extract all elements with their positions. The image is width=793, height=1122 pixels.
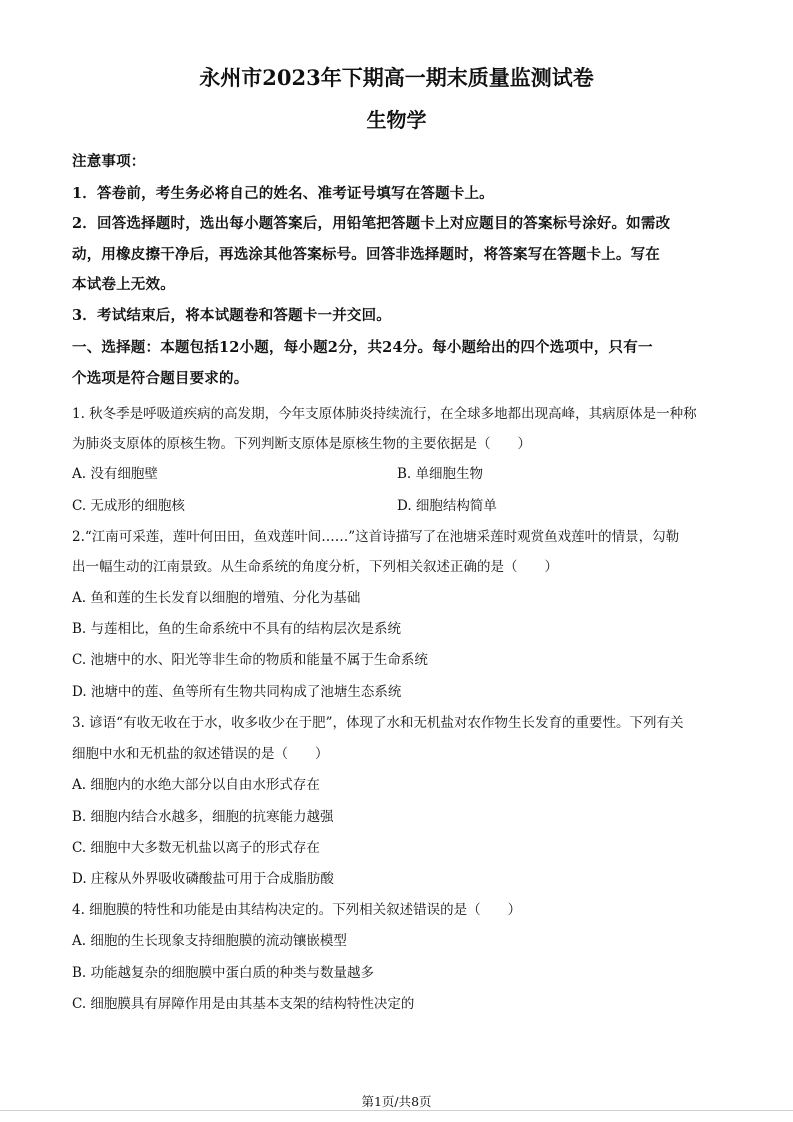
q3-stem: 3. 谚语“有收无收在于水，收多收少在于肥”，体现了水和无机盐对农作物生长发育的重要性。下列有关 <box>72 715 684 731</box>
notice-item-2-cont: 动，用橡皮擦干净后，再选涂其他答案标号。回答非选择题时，将答案写在答题卡上。写在 <box>72 246 660 263</box>
section-heading: 一、选择题：本题包括12小题，每小题2分，共24分。每小题给出的四个选项中，只有一 <box>72 339 653 356</box>
q3-option-d: D. 庄稼从外界吸收磷酸盐可用于合成脂肪酸 <box>72 871 334 887</box>
q3-stem-cont: 细胞中水和无机盐的叙述错误的是（ ） <box>72 746 329 762</box>
q3-option-a: A. 细胞内的水绝大部分以自由水形式存在 <box>72 777 320 793</box>
notice-item-1: 1．答卷前，考生务必将自己的姓名、准考证号填写在答题卡上。 <box>72 185 494 202</box>
notice-heading: 注意事项： <box>72 153 146 170</box>
q4-option-a: A. 细胞的生长现象支持细胞膜的流动镶嵌模型 <box>72 933 347 949</box>
q2-stem: 2.“江南可采莲，莲叶何田田，鱼戏莲叶间……”这首诗描写了在池塘采莲时观赏鱼戏莲叶的情景，勾勒 <box>72 529 680 545</box>
q2-option-d: D. 池塘中的莲、鱼等所有生物共同构成了池塘生态系统 <box>72 684 402 700</box>
exam-title: 永州市2023年下期高一期末质量监测试卷 <box>199 65 594 90</box>
notice-item-3: 3．考试结束后，将本试题卷和答题卡一并交回。 <box>72 307 391 324</box>
q1-stem-cont: 为肺炎支原体的原核生物。下列判断支原体是原核生物的主要依据是（ ） <box>72 436 531 452</box>
q2-option-c: C. 池塘中的水、阳光等非生命的物质和能量不属于生命系统 <box>72 652 428 668</box>
q4-stem: 4. 细胞膜的特性和功能是由其结构决定的。下列相关叙述错误的是（ ） <box>72 902 522 918</box>
q2-stem-cont: 出一幅生动的江南景致。从生命系统的角度分析，下列相关叙述正确的是（ ） <box>72 559 558 575</box>
q1-stem: 1. 秋冬季是呼吸道疾病的高发期，今年支原体肺炎持续流行，在全球多地都出现高峰，其病原体是一种称 <box>72 406 697 422</box>
q1-option-d: D. 细胞结构简单 <box>397 498 497 514</box>
q1-option-a: A. 没有细胞壁 <box>72 466 158 482</box>
notice-item-2: 2．回答选择题时，选出每小题答案后，用铅笔把答题卡上对应题目的答案标号涂好。如需改 <box>72 215 671 232</box>
q4-option-b: B. 功能越复杂的细胞膜中蛋白质的种类与数量越多 <box>72 965 375 981</box>
page-number: 第1页/共8页 <box>361 1094 432 1109</box>
subject-title: 生物学 <box>366 108 427 132</box>
q2-option-a: A. 鱼和莲的生长发育以细胞的增殖、分化为基础 <box>72 590 361 606</box>
q2-option-b: B. 与莲相比，鱼的生命系统中不具有的结构层次是系统 <box>72 621 402 637</box>
section-heading-cont: 个选项是符合题目要求的。 <box>72 370 249 387</box>
notice-item-2-cont2: 本试卷上无效。 <box>72 276 175 293</box>
q1-option-c: C. 无成形的细胞核 <box>72 498 185 514</box>
q4-option-c: C. 细胞膜具有屏障作用是由其基本支架的结构特性决定的 <box>72 996 415 1012</box>
q1-option-b: B. 单细胞生物 <box>397 466 484 482</box>
q3-option-b: B. 细胞内结合水越多，细胞的抗寒能力越强 <box>72 809 334 825</box>
q3-option-c: C. 细胞中大多数无机盐以离子的形式存在 <box>72 840 320 856</box>
footer-divider <box>0 1110 793 1111</box>
